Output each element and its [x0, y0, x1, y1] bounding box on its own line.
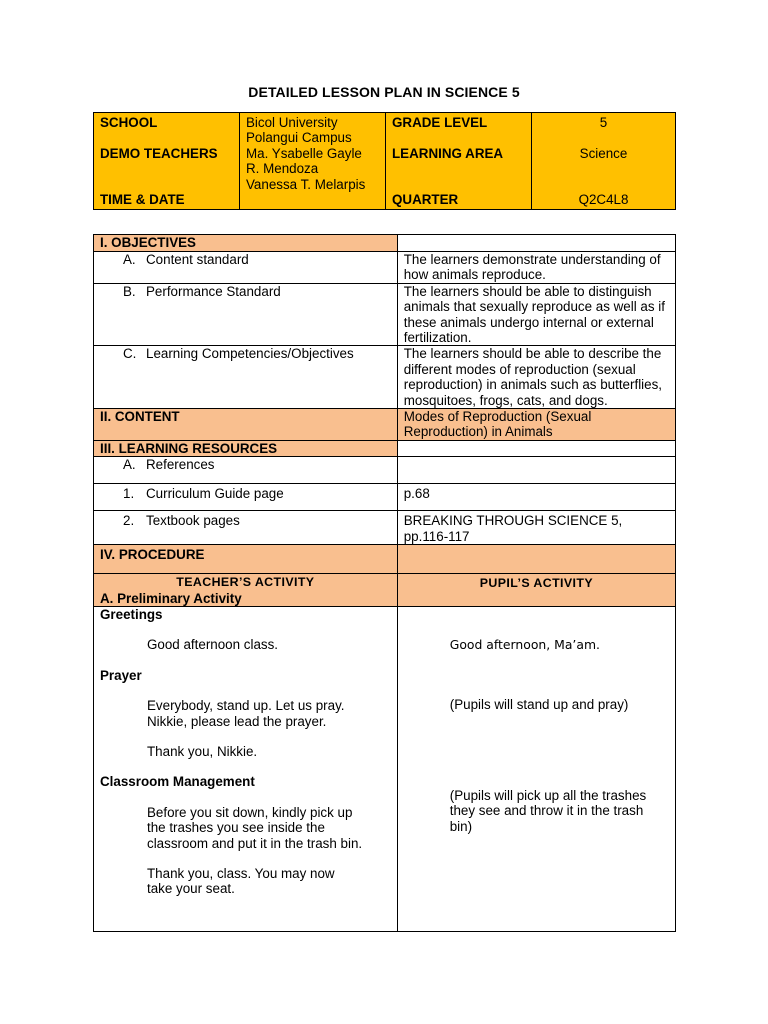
greetings-teacher: Good afternoon class.	[147, 637, 279, 653]
performance-standard-text: The learners should be able to distinguish animals that sexually reproduce as well as if these animals undergo internal or external fertilization.	[397, 283, 675, 346]
pupil-activity-column: Good afternoon, Ma’am. (Pupils will stand up and pray) (Pupils will pick up all the trashes they see and throw it in the trash bin)	[397, 606, 675, 931]
grade-level-value: 5	[599, 115, 608, 130]
lesson-plan-table	[93, 234, 676, 932]
grade-level-label: GRADE LEVEL	[392, 115, 488, 130]
header-table	[93, 112, 676, 210]
teacher-name-1: Ma. Ysabelle Gayle	[246, 145, 362, 161]
teacher-activity-header: TEACHER’S ACTIVITY A. Preliminary Activity	[94, 574, 398, 607]
school-value-line1: Bicol University	[246, 115, 338, 130]
prayer-thanks: Thank you, Nikkie.	[147, 743, 258, 759]
prayer-teacher-line2: Nikkie, please lead the prayer.	[147, 713, 327, 729]
school-label: SCHOOL	[100, 115, 158, 130]
content-standard-label: A. Content standard	[94, 252, 398, 284]
content-heading: II. CONTENT	[94, 409, 398, 441]
learning-competencies-label: C. Learning Competencies/Objectives	[94, 346, 398, 409]
prayer-pupil: (Pupils will stand up and pray)	[449, 697, 629, 713]
resources-heading-blank	[397, 440, 675, 456]
header-labels-col	[94, 113, 240, 210]
content-standard-text: The learners demonstrate understanding of how animals reproduce.	[397, 252, 675, 284]
textbook-pages-label: 2. Textbook pages	[94, 511, 398, 545]
quarter-label: QUARTER	[392, 191, 459, 207]
textbook-pages-text: BREAKING THROUGH SCIENCE 5, pp.116-117	[397, 511, 675, 545]
teacher-name-2: Vanessa T. Melarpis	[246, 176, 366, 192]
header-labels-col-2	[386, 113, 532, 210]
prayer-teacher-line1: Everybody, stand up. Let us pray.	[147, 698, 345, 714]
learning-area-value: Science	[579, 145, 628, 161]
procedure-heading: IV. PROCEDURE	[94, 545, 398, 574]
performance-standard-label: B. Performance Standard	[94, 283, 398, 346]
greetings-label: Greetings	[100, 606, 163, 622]
classroom-management-label: Classroom Management	[100, 774, 255, 790]
header-values-col	[240, 113, 386, 210]
objectives-heading: I. OBJECTIVES	[94, 235, 398, 252]
references-label: A. References	[94, 457, 398, 484]
demo-teachers-label: DEMO TEACHERS	[100, 145, 218, 161]
pupil-activity-header: PUPIL’S ACTIVITY	[397, 574, 675, 607]
objectives-heading-blank	[397, 235, 675, 252]
greetings-pupil: Good afternoon, Ma’am.	[449, 636, 600, 652]
teacher-activity-column: Greetings Good afternoon class. Prayer Everybody, stand up. Let us pray. Nikkie, please lead the prayer. Thank you, Nikkie. Classroom Management Before you sit down, kindly pick up the trashes you see inside the classroom and put it in the trash bin. Thank you, class. You may now take your seat.	[94, 606, 398, 931]
school-value-line2: Polangui Campus	[246, 130, 352, 146]
document-title: DETAILED LESSON PLAN IN SCIENCE 5	[248, 84, 520, 100]
teacher-name-1b: R. Mendoza	[246, 161, 319, 177]
content-text: Modes of Reproduction (Sexual Reproduction) in Animals	[397, 409, 675, 441]
learning-area-label: LEARNING AREA	[392, 145, 504, 161]
procedure-heading-blank	[397, 545, 675, 574]
time-date-label: TIME & DATE	[100, 191, 185, 207]
learning-competencies-text: The learners should be able to describe the different modes of reproduction (sexual reproduction) in animals such as butterflies, mosquitoes, frogs, cats, and dogs.	[397, 346, 675, 409]
references-blank	[397, 457, 675, 484]
curriculum-guide-page: p.68	[397, 484, 675, 511]
header-values-col-2	[532, 113, 676, 210]
curriculum-guide-label: 1. Curriculum Guide page	[94, 484, 398, 511]
prayer-label: Prayer	[100, 667, 142, 683]
quarter-value: Q2C4L8	[578, 191, 629, 207]
resources-heading: III. LEARNING RESOURCES	[94, 440, 398, 456]
